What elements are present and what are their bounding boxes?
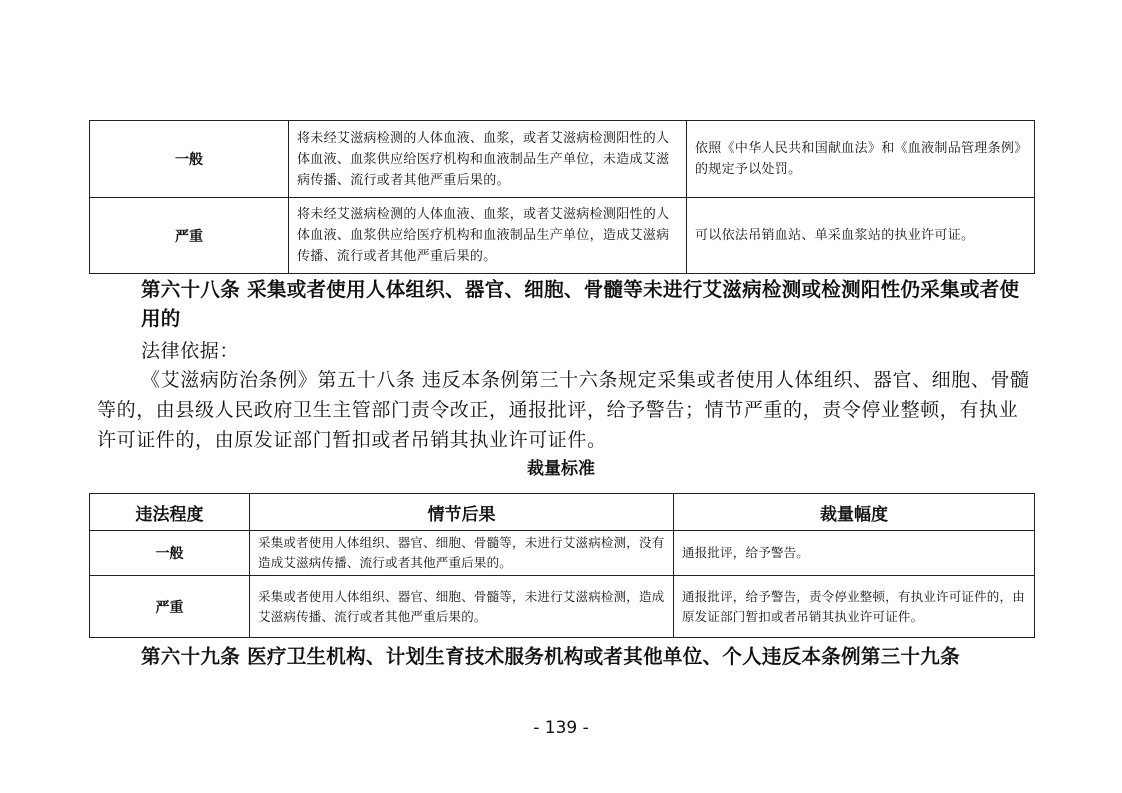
penalty-cell: 通报批评，给予警告，责令停业整顿，有执业许可证件的，由原发证部门暂扣或者吊销其执业许可证件。 bbox=[674, 576, 1035, 638]
penalty-table-top bbox=[89, 120, 1035, 274]
table-row bbox=[90, 576, 1035, 638]
violation-level-cell: 一般 bbox=[90, 531, 250, 576]
article-69-heading-text: 第六十九条 医疗卫生机构、计划生育技术服务机构或者其他单位、个人违反本条例第三十九条 bbox=[141, 645, 960, 668]
standard-caption: 裁量标准 bbox=[527, 459, 595, 479]
article-69-heading bbox=[97, 642, 1032, 671]
header-level: 违法程度 bbox=[90, 494, 250, 531]
violation-level-cell: 严重 bbox=[90, 198, 289, 274]
circumstance-cell: 采集或者使用人体组织、器官、细胞、骨髓等，未进行艾滋病检测，没有造成艾滋病传播、流行或者其他严重后果的。 bbox=[250, 531, 674, 576]
legal-basis-text: 《艾滋病防治条例》第五十八条 违反本条例第三十六条规定采集或者使用人体组织、器官、细胞、骨髓等的，由县级人民政府卫生主管部门责令改正，通报批评，给予警告；情节严重的，责令停业整顿，有执业许可证件的，由原发证部门暂扣或者吊销其执业许可证件。 bbox=[97, 369, 1030, 451]
circumstance-cell: 将未经艾滋病检测的人体血液、血浆，或者艾滋病检测阳性的人体血液、血浆供应给医疗机构和血液制品生产单位，造成艾滋病传播、流行或者其他严重后果的。 bbox=[289, 198, 687, 274]
violation-level-cell: 严重 bbox=[90, 576, 250, 638]
penalty-cell: 依照《中华人民共和国献血法》和《血液制品管理条例》的规定予以处罚。 bbox=[687, 121, 1035, 198]
penalty-cell: 可以依法吊销血站、单采血浆站的执业许可证。 bbox=[687, 198, 1035, 274]
table-row bbox=[90, 198, 1035, 274]
violation-level-cell: 一般 bbox=[90, 121, 289, 198]
table-row bbox=[90, 121, 1035, 198]
article-68-heading-text: 第六十八条 采集或者使用人体组织、器官、细胞、骨髓等未进行艾滋病检测或检测阳性仍采集或者使用的 bbox=[141, 278, 1020, 330]
article-68-heading bbox=[97, 275, 1032, 333]
circumstance-cell: 采集或者使用人体组织、器官、细胞、骨髓等，未进行艾滋病检测，造成艾滋病传播、流行或者其他严重后果的。 bbox=[250, 576, 674, 638]
penalty-cell: 通报批评，给予警告。 bbox=[674, 531, 1035, 576]
header-penalty: 裁量幅度 bbox=[674, 494, 1035, 531]
circumstance-cell: 将未经艾滋病检测的人体血液、血浆，或者艾滋病检测阳性的人体血液、血浆供应给医疗机构和血液制品生产单位，未造成艾滋病传播、流行或者其他严重后果的。 bbox=[289, 121, 687, 198]
page-number: - 139 - bbox=[533, 718, 589, 738]
legal-basis-label: 法律依据： bbox=[141, 340, 240, 362]
discretion-standard-table bbox=[89, 493, 1035, 638]
table-row bbox=[90, 531, 1035, 576]
table-header-row bbox=[90, 494, 1035, 531]
header-circumstance: 情节后果 bbox=[250, 494, 674, 531]
